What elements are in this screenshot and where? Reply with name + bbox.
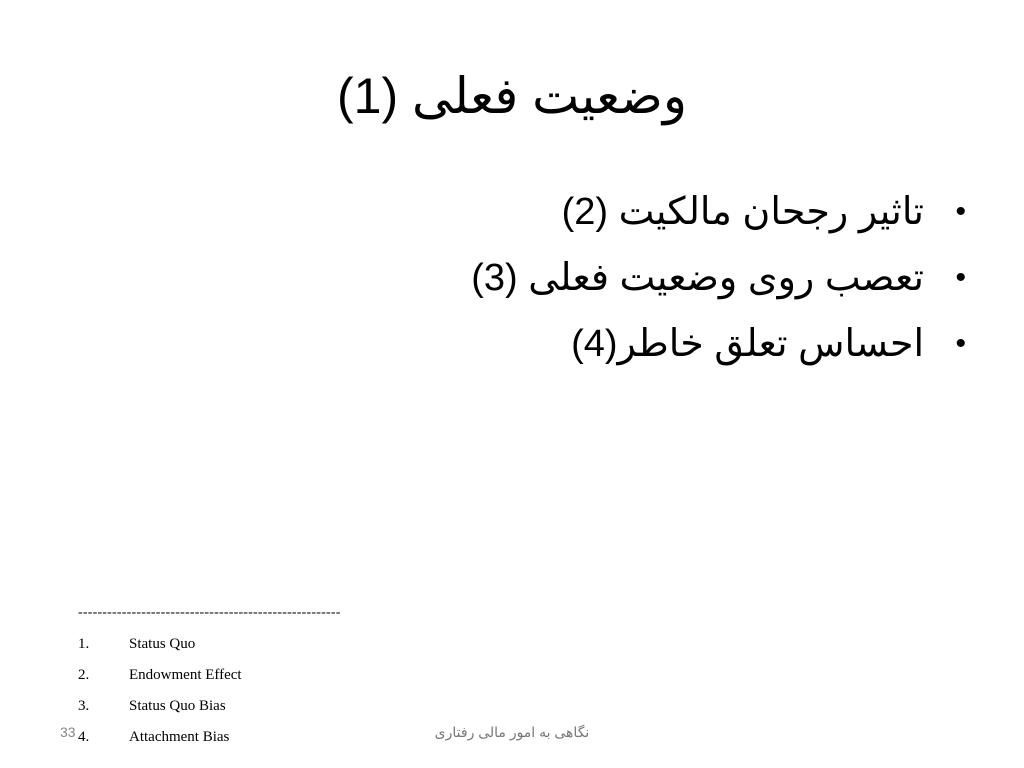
slide-number: 33 bbox=[60, 724, 76, 740]
footnote-divider: ------------------------------------------------------ bbox=[78, 605, 341, 620]
footnote-item bbox=[78, 694, 242, 725]
footnote-text: Attachment Bias bbox=[129, 729, 230, 745]
bullet-dot-icon: • bbox=[955, 327, 966, 360]
slide-title: وضعیت فعلی (1) bbox=[336, 68, 688, 124]
bullet-text: تاثیر رجحان مالکیت (2) bbox=[561, 191, 924, 233]
footer-text: نگاهی به امور مالی رفتاری bbox=[434, 724, 590, 740]
footnote-text: Status Quo bbox=[129, 636, 196, 652]
bullet-dot-icon: • bbox=[955, 195, 966, 228]
footnote-text: Endowment Effect bbox=[129, 667, 242, 683]
bullet-item bbox=[106, 320, 966, 368]
footnote-number: 3. bbox=[78, 698, 90, 714]
footnote-number: 1. bbox=[78, 636, 90, 652]
bullet-list bbox=[106, 188, 966, 386]
bullet-text: تعصب روی وضعیت فعلی (3) bbox=[471, 257, 924, 299]
bullet-dot-icon: • bbox=[955, 261, 966, 294]
footnote-number: 2. bbox=[78, 667, 90, 683]
footnote-number: 4. bbox=[78, 729, 90, 745]
bullet-item bbox=[106, 188, 966, 236]
footnote-text: Status Quo Bias bbox=[129, 698, 226, 714]
footnote-item bbox=[78, 632, 242, 663]
bullet-item bbox=[106, 254, 966, 302]
footnote-item bbox=[78, 663, 242, 694]
bullet-text: احساس تعلق خاطر(4) bbox=[571, 323, 924, 365]
